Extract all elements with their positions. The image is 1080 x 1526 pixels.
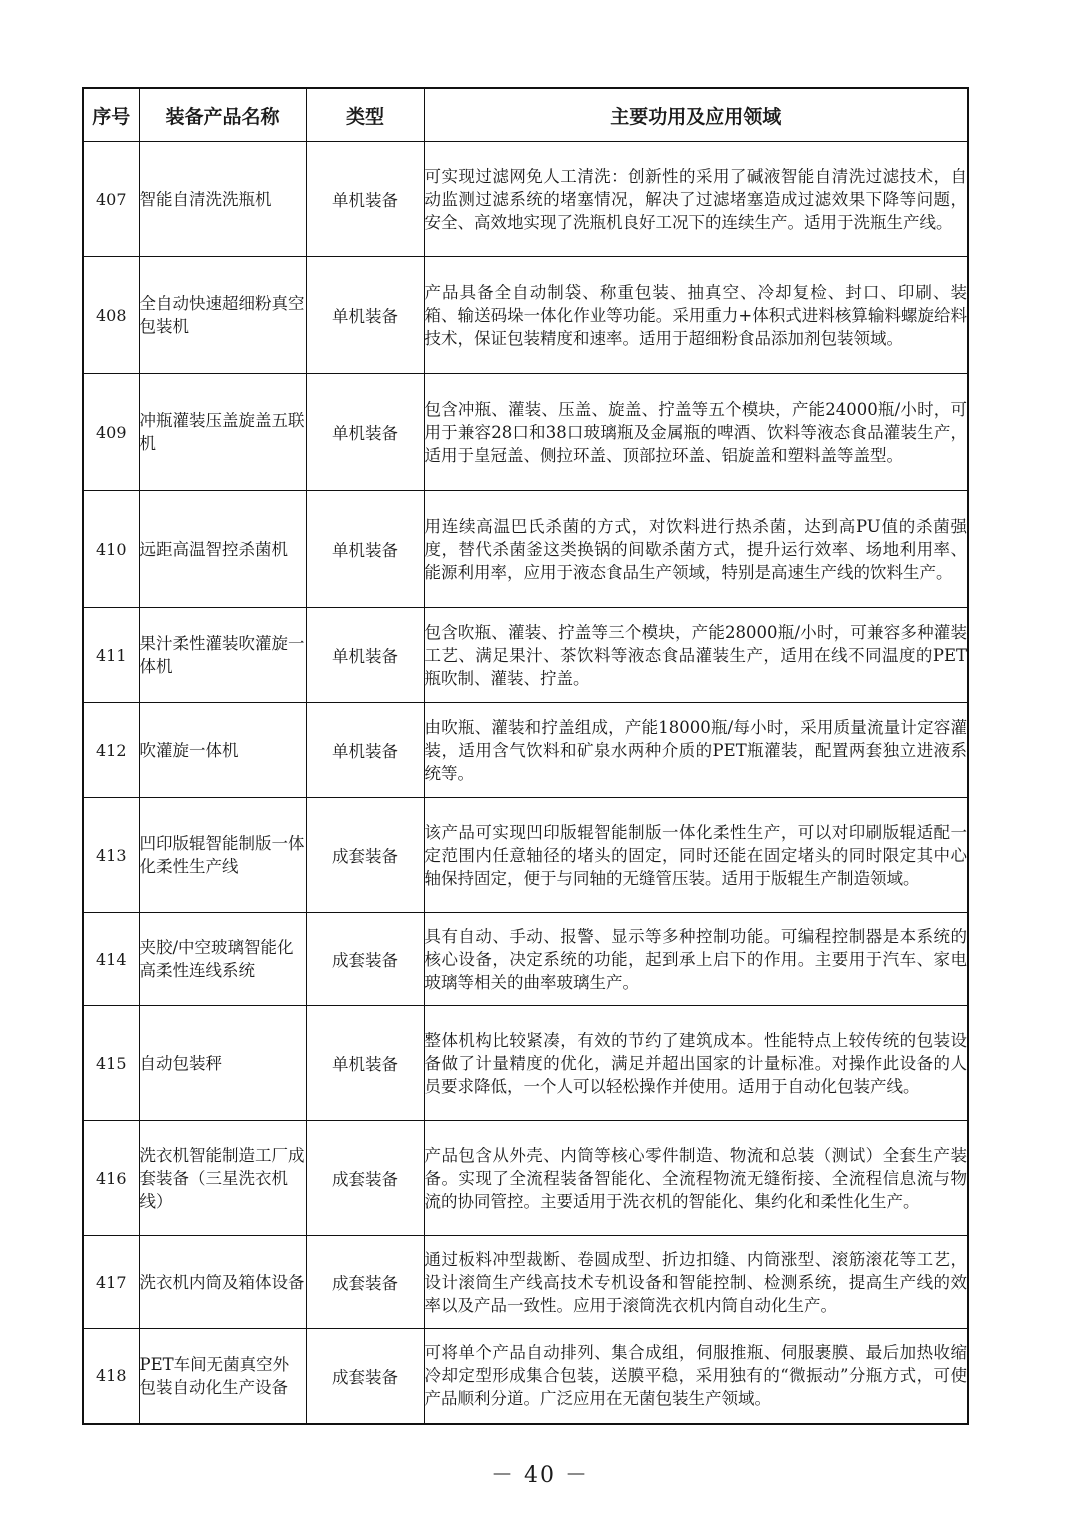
cell-no: 414	[83, 913, 139, 1006]
header-desc: 主要功用及应用领域	[424, 88, 968, 142]
cell-type: 单机装备	[306, 1006, 424, 1121]
cell-name: 果汁柔性灌装吹灌旋一体机	[139, 608, 306, 703]
table-row	[83, 703, 968, 798]
table-row	[83, 491, 968, 608]
cell-name: 智能自清洗洗瓶机	[139, 142, 306, 257]
cell-type: 单机装备	[306, 491, 424, 608]
cell-name: 自动包装秤	[139, 1006, 306, 1121]
cell-no: 409	[83, 374, 139, 491]
cell-name: PET车间无菌真空外包装自动化生产设备	[139, 1329, 306, 1424]
cell-desc: 该产品可实现凹印版辊智能制版一体化柔性生产，可以对印刷版辊适配一定范围内任意轴径的堵头的固定，同时还能在固定堵头的同时限定其中心轴保持固定，便于与同轴的无缝管压装。适用于版辊生产制造领域。	[424, 798, 968, 913]
table-row	[83, 1236, 968, 1329]
cell-desc: 通过板料冲型裁断、卷圆成型、折边扣缝、内筒涨型、滚筋滚花等工艺，设计滚筒生产线高技术专机设备和智能控制、检测系统，提高生产线的效率以及产品一致性。应用于滚筒洗衣机内筒自动化生产。	[424, 1236, 968, 1329]
cell-type: 成套装备	[306, 1236, 424, 1329]
cell-type: 成套装备	[306, 1329, 424, 1424]
cell-desc: 整体机构比较紧凑，有效的节约了建筑成本。性能特点上较传统的包装设备做了计量精度的优化，满足并超出国家的计量标准。对操作此设备的人员要求降低，一个人可以轻松操作并使用。适用于自动化包装产线。	[424, 1006, 968, 1121]
cell-no: 416	[83, 1121, 139, 1236]
cell-type: 单机装备	[306, 703, 424, 798]
header-no: 序号	[83, 88, 139, 142]
cell-type: 成套装备	[306, 1121, 424, 1236]
cell-desc: 具有自动、手动、报警、显示等多种控制功能。可编程控制器是本系统的核心设备，决定系统的功能，起到承上启下的作用。主要用于汽车、家电玻璃等相关的曲率玻璃生产。	[424, 913, 968, 1006]
page-number: － 40 －	[491, 1463, 589, 1488]
cell-desc: 由吹瓶、灌装和拧盖组成，产能18000瓶/每小时，采用质量流量计定容灌装，适用含气饮料和矿泉水两种介质的PET瓶灌装，配置两套独立进液系统等。	[424, 703, 968, 798]
table-row	[83, 142, 968, 257]
cell-no: 418	[83, 1329, 139, 1424]
table-header-row	[83, 88, 968, 142]
cell-name: 远距高温智控杀菌机	[139, 491, 306, 608]
table-row	[83, 257, 968, 374]
cell-no: 417	[83, 1236, 139, 1329]
cell-desc: 用连续高温巴氏杀菌的方式，对饮料进行热杀菌，达到高PU值的杀菌强度，替代杀菌釜这类换锅的间歇杀菌方式，提升运行效率、场地利用率、能源利用率，应用于液态食品生产领域，特别是高速生产线的饮料生产。	[424, 491, 968, 608]
cell-type: 单机装备	[306, 608, 424, 703]
cell-no: 413	[83, 798, 139, 913]
cell-type: 成套装备	[306, 913, 424, 1006]
table-row	[83, 1006, 968, 1121]
cell-name: 夹胶/中空玻璃智能化高柔性连线系统	[139, 913, 306, 1006]
table-row	[83, 913, 968, 1006]
cell-name: 全自动快速超细粉真空包装机	[139, 257, 306, 374]
cell-type: 单机装备	[306, 257, 424, 374]
cell-name: 冲瓶灌装压盖旋盖五联机	[139, 374, 306, 491]
cell-type: 单机装备	[306, 374, 424, 491]
cell-name: 凹印版辊智能制版一体化柔性生产线	[139, 798, 306, 913]
cell-no: 408	[83, 257, 139, 374]
equipment-table	[82, 87, 969, 1425]
table-row	[83, 798, 968, 913]
table-row	[83, 1121, 968, 1236]
cell-type: 成套装备	[306, 798, 424, 913]
cell-desc: 包含冲瓶、灌装、压盖、旋盖、拧盖等五个模块，产能24000瓶/小时，可用于兼容28口和38口玻璃瓶及金属瓶的啤酒、饮料等液态食品灌装生产，适用于皇冠盖、侧拉环盖、顶部拉环盖、铝旋盖和塑料盖等盖型。	[424, 374, 968, 491]
table-row	[83, 374, 968, 491]
cell-desc: 产品具备全自动制袋、称重包装、抽真空、冷却复检、封口、印刷、装箱、输送码垛一体化作业等功能。采用重力+体积式进料核算输料螺旋给料技术，保证包装精度和速率。适用于超细粉食品添加剂包装领域。	[424, 257, 968, 374]
cell-no: 407	[83, 142, 139, 257]
cell-desc: 产品包含从外壳、内筒等核心零件制造、物流和总装（测试）全套生产装备。实现了全流程装备智能化、全流程物流无缝衔接、全流程信息流与物流的协同管控。主要适用于洗衣机的智能化、集约化和柔性化生产。	[424, 1121, 968, 1236]
cell-desc: 可将单个产品自动排列、集合成组，伺服推瓶、伺服裹膜、最后加热收缩冷却定型形成集合包装，送膜平稳，采用独有的“微振动”分瓶方式，可使产品顺利分道。广泛应用在无菌包装生产领域。	[424, 1329, 968, 1424]
cell-name: 洗衣机智能制造工厂成套装备（三星洗衣机线）	[139, 1121, 306, 1236]
cell-desc: 包含吹瓶、灌装、拧盖等三个模块，产能28000瓶/小时，可兼容多种灌装工艺、满足果汁、茶饮料等液态食品灌装生产，适用在线不同温度的PET瓶吹制、灌装、拧盖。	[424, 608, 968, 703]
table-row	[83, 1329, 968, 1424]
cell-no: 411	[83, 608, 139, 703]
cell-no: 415	[83, 1006, 139, 1121]
cell-no: 412	[83, 703, 139, 798]
cell-type: 单机装备	[306, 142, 424, 257]
table-row	[83, 608, 968, 703]
cell-no: 410	[83, 491, 139, 608]
cell-name: 洗衣机内筒及箱体设备	[139, 1236, 306, 1329]
cell-desc: 可实现过滤网免人工清洗：创新性的采用了碱液智能自清洗过滤技术，自动监测过滤系统的堵塞情况，解决了过滤堵塞造成过滤效果下降等问题，安全、高效地实现了洗瓶机良好工况下的连续生产。适用于洗瓶生产线。	[424, 142, 968, 257]
cell-name: 吹灌旋一体机	[139, 703, 306, 798]
header-name: 装备产品名称	[139, 88, 306, 142]
header-type: 类型	[306, 88, 424, 142]
